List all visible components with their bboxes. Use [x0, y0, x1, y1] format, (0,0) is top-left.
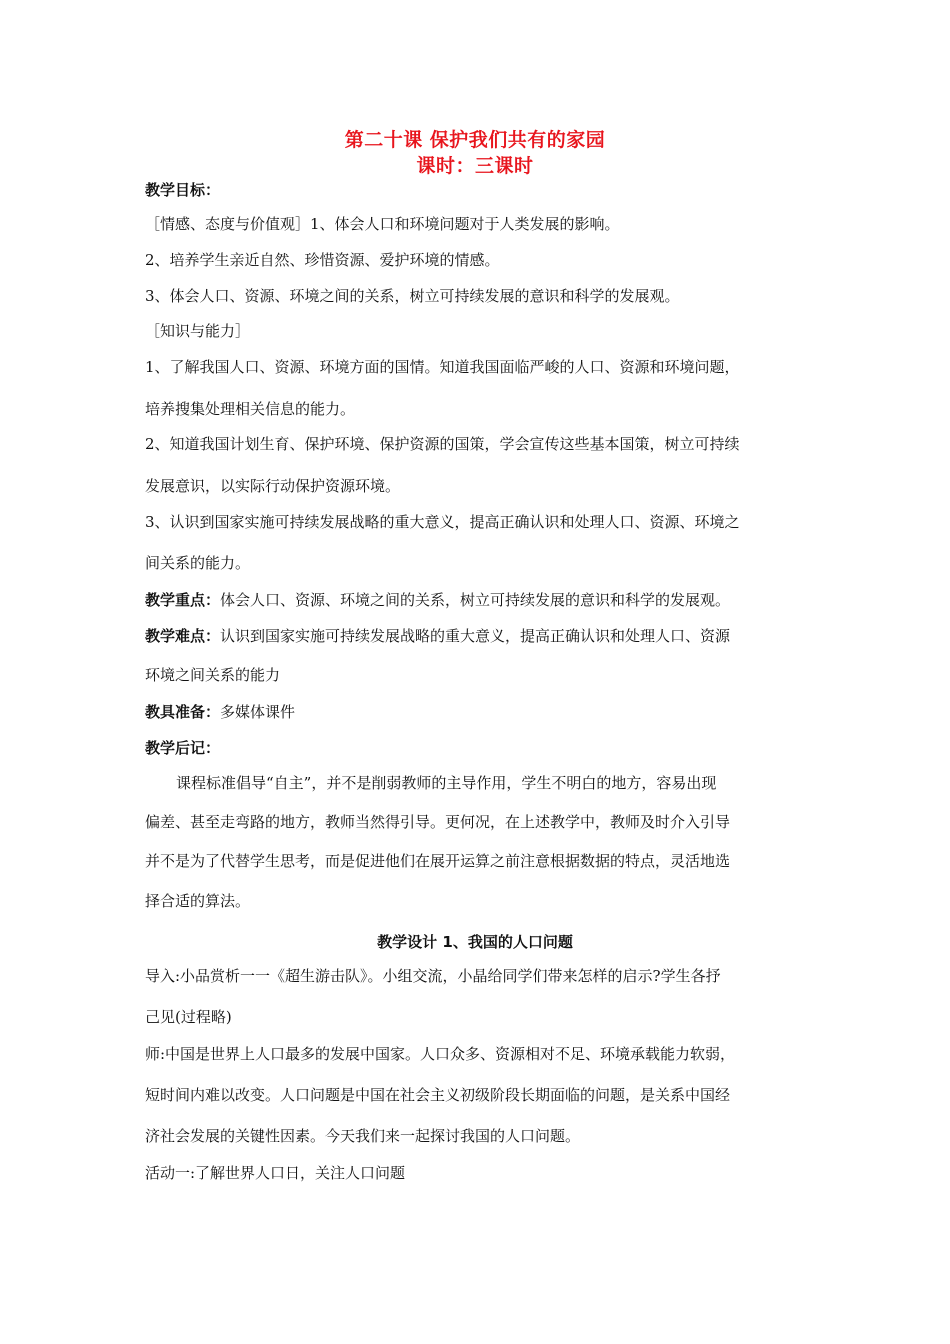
lesson-title: 第二十课 保护我们共有的家园 — [344, 129, 606, 151]
reflection-line: 择合适的算法。 — [145, 892, 251, 910]
goals-heading: 教学目标： — [145, 181, 221, 199]
knowledge-line: 发展意识，以实际行动保护资源环境。 — [145, 477, 401, 495]
difficult-point — [145, 626, 810, 646]
knowledge-line: 2、知道我国计划生育、保护环境、保护资源的国策，学会宣传这些基本国策，树立可持续 — [145, 435, 740, 453]
difficult-point-continuation: 环境之间关系的能力 — [145, 666, 281, 684]
difficult-point-label: 教学难点： — [145, 627, 221, 645]
design-line: 己见(过程略) — [145, 1008, 232, 1026]
materials — [145, 702, 810, 722]
design-heading: 教学设计 1、我国的人口问题 — [377, 933, 573, 951]
knowledge-line: 3、认识到国家实施可持续发展战略的重大意义，提高正确认识和处理人口、资源、环境之 — [145, 513, 740, 531]
knowledge-line: 培养搜集处理相关信息的能力。 — [145, 400, 356, 418]
reflection-line: 并不是为了代替学生思考，而是促进他们在展开运算之前注意根据数据的特点，灵活地选 — [145, 852, 731, 870]
knowledge-heading: ［知识与能力］ — [145, 322, 251, 340]
materials-text: 多媒体课件 — [220, 703, 296, 721]
reflection-line: 偏差、甚至走弯路的地方，教师当然得引导。更何况，在上述教学中，教师及时介入引导 — [145, 813, 731, 831]
difficult-point-text: 认识到国家实施可持续发展战略的重大意义，提高正确认识和处理人口、资源 — [220, 627, 731, 645]
emotion-goal-line: ［情感、态度与价值观］1、体会人口和环境问题对于人类发展的影响。 — [145, 215, 620, 233]
design-line: 活动一:了解世界人口日，关注人口问题 — [145, 1164, 406, 1182]
key-point — [145, 590, 810, 610]
design-line: 导入:小品赏析一一《超生游击队》。小组交流，小晶给同学们带来怎样的启示?学生各抒 — [145, 967, 721, 985]
design-line: 济社会发展的关键性因素。今天我们来一起探讨我国的人口问题。 — [145, 1127, 581, 1145]
emotion-goal-line: 3、体会人口、资源、环境之间的关系，树立可持续发展的意识和科学的发展观。 — [145, 287, 680, 305]
knowledge-line: 间关系的能力。 — [145, 554, 251, 572]
key-point-text: 体会人口、资源、环境之间的关系，树立可持续发展的意识和科学的发展观。 — [220, 591, 731, 609]
emotion-goal-line: 2、培养学生亲近自然、珍惜资源、爱护环境的情感。 — [145, 251, 500, 269]
reflection-heading: 教学后记： — [145, 739, 221, 757]
materials-label: 教具准备： — [145, 703, 221, 721]
design-line: 师:中国是世界上人口最多的发展中国家。人口众多、资源相对不足、环境承载能力软弱， — [145, 1045, 736, 1063]
lesson-subtitle: 课时：三课时 — [416, 155, 534, 177]
design-line: 短时间内难以改变。人口问题是中国在社会主义初级阶段长期面临的问题，是关系中国经 — [145, 1086, 731, 1104]
knowledge-line: 1、了解我国人口、资源、环境方面的国情。知道我国面临严峻的人口、资源和环境问题， — [145, 358, 740, 376]
reflection-line: 课程标准倡导“自主”，并不是削弱教师的主导作用，学生不明白的地方，容易出现 — [176, 774, 717, 792]
key-point-label: 教学重点： — [145, 591, 221, 609]
